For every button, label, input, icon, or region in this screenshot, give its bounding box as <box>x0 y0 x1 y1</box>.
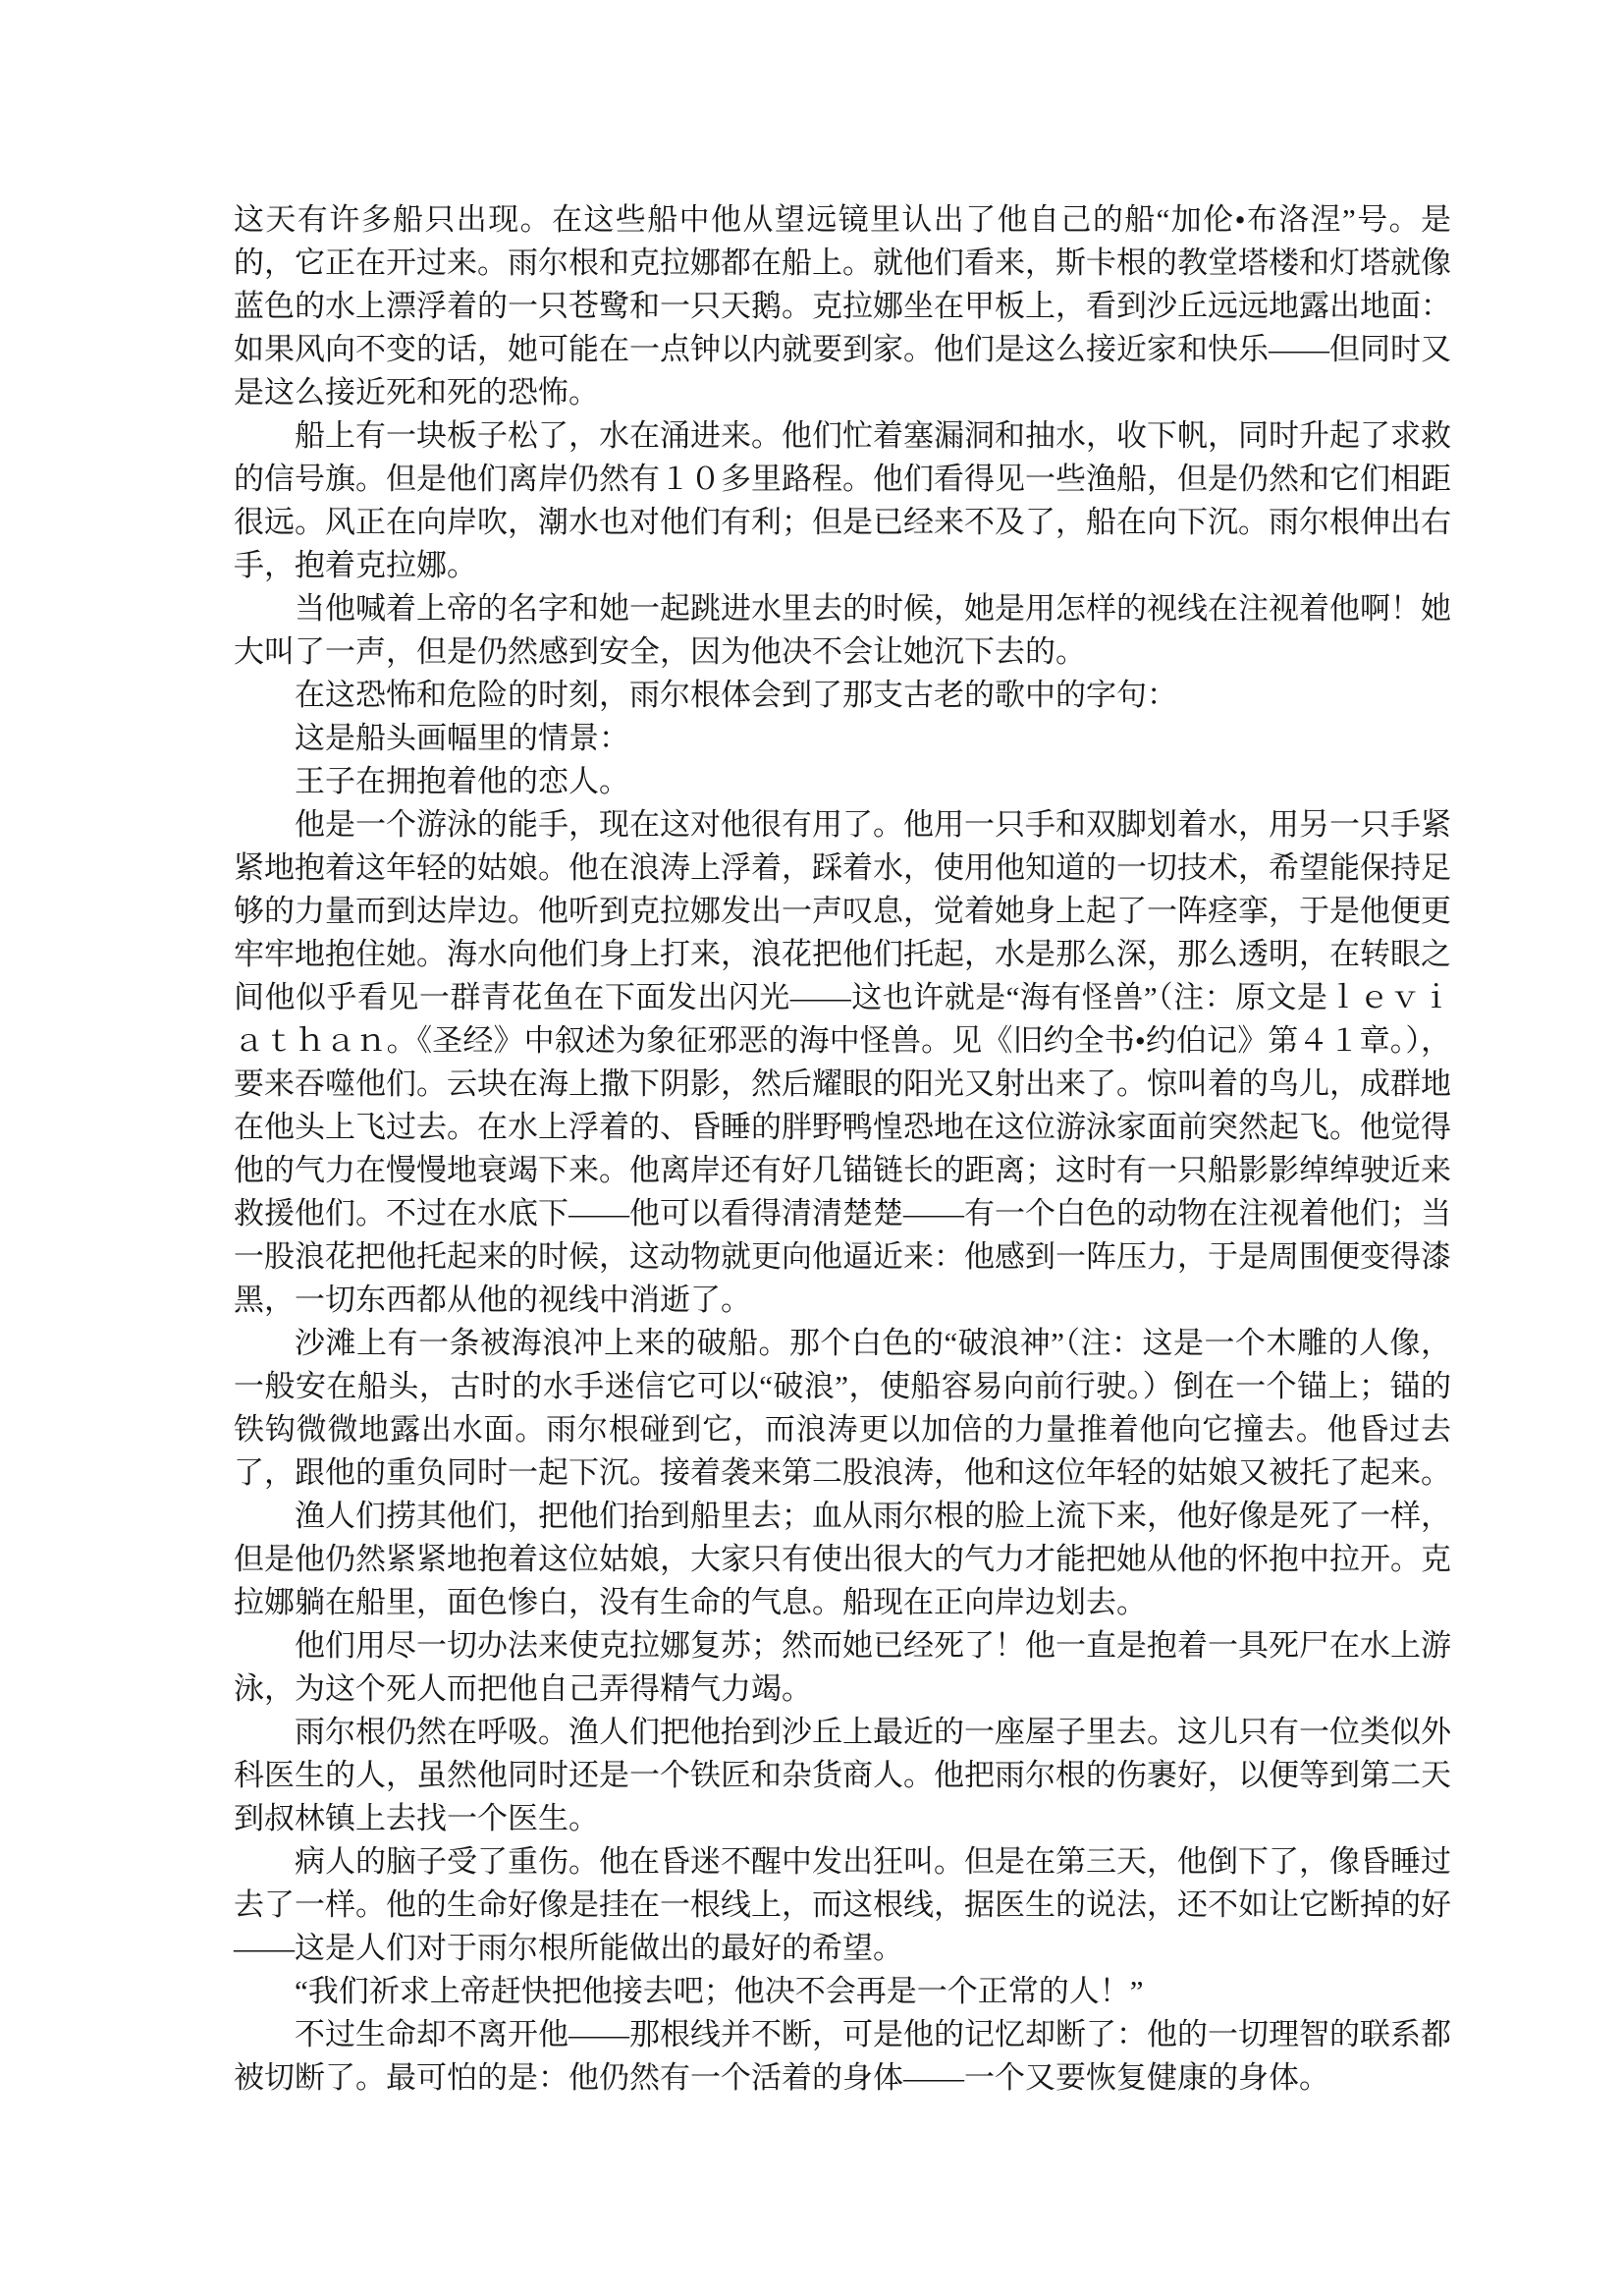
paragraph-3: 当他喊着上帝的名字和她一起跳进水里去的时候，她是用怎样的视线在注视着他啊！她大叫了一声，但是仍然感到安全，因为他决不会让她沉下去的。 <box>234 591 1451 669</box>
paragraph-2: 船上有一块板子松了，水在涌进来。他们忙着塞漏洞和抽水，收下帆，同时升起了求救的信号旗。但是他们离岸仍然有１０多里路程。他们看得见一些渔船，但是仍然和它们相距很远。风正在向岸吹，潮水也对他们有利；但是已经来不及了，船在向下沉。雨尔根伸出右手，抱着克拉娜。 <box>234 418 1451 582</box>
paragraph-9: 渔人们捞其他们，把他们抬到船里去；血从雨尔根的脸上流下来，他好像是死了一样，但是他仍然紧紧地抱着这位姑娘，大家只有使出很大的气力才能把她从他的怀抱中拉开。克拉娜躺在船里，面色惨白，没有生命的气息。船现在正向岸边划去。 <box>234 1499 1451 1619</box>
paragraph-1: 这天有许多船只出现。在这些船中他从望远镜里认出了他自己的船“加伦•布洛涅”号。是的，它正在开过来。雨尔根和克拉娜都在船上。就他们看来，斯卡根的教堂塔楼和灯塔就像蓝色的水上漂浮着的一只苍鹭和一只天鹅。克拉娜坐在甲板上，看到沙丘远远地露出地面：如果风向不变的话，她可能在一点钟以内就要到家。他们是这么接近家和快乐——但同时又是这么接近死和死的恐怖。 <box>234 202 1451 410</box>
paragraph-8: 沙滩上有一条被海浪冲上来的破船。那个白色的“破浪神”（注：这是一个木雕的人像，一般安在船头，古时的水手迷信它可以“破浪”，使船容易向前行驶。）倒在一个锚上；锚的铁钩微微地露出水面。雨尔根碰到它，而浪涛更以加倍的力量推着他向它撞去。他昏过去了，跟他的重负同时一起下沉。接着袭来第二股浪涛，他和这位年轻的姑娘又被托了起来。 <box>234 1326 1451 1490</box>
paragraph-5: 这是船头画幅里的情景： <box>295 721 629 755</box>
paragraph-11: 雨尔根仍然在呼吸。渔人们把他抬到沙丘上最近的一座屋子里去。这儿只有一位类似外科医生的人，虽然他同时还是一个铁匠和杂货商人。他把雨尔根的伤裹好，以便等到第二天到叔林镇上去找一个医生。 <box>234 1715 1451 1835</box>
paragraph-12: 病人的脑子受了重伤。他在昏迷不醒中发出狂叫。但是在第三天，他倒下了，像昏睡过去了一样。他的生命好像是挂在一根线上，而这根线，据医生的说法，还不如让它断掉的好——这是人们对于雨尔根所能做出的最好的希望。 <box>234 1844 1451 1965</box>
paragraph-10: 他们用尽一切办法来使克拉娜复苏；然而她已经死了！他一直是抱着一具死尸在水上游泳，为这个死人而把他自己弄得精气力竭。 <box>234 1628 1451 1706</box>
paragraph-13: “我们祈求上帝赶快把他接去吧；他决不会再是一个正常的人！” <box>295 1974 1144 2008</box>
paragraph-4: 在这恐怖和危险的时刻，雨尔根体会到了那支古老的歌中的字句： <box>295 678 1177 712</box>
text-content <box>234 198 1451 2100</box>
paragraph-14: 不过生命却不离开他——那根线并不断，可是他的记忆却断了：他的一切理智的联系都被切断了。最可怕的是：他仍然有一个活着的身体——一个又要恢复健康的身体。 <box>234 2017 1451 2095</box>
paragraph-7: 他是一个游泳的能手，现在这对他很有用了。他用一只手和双脚划着水，用另一只手紧紧地抱着这年轻的姑娘。他在浪涛上浮着，踩着水，使用他知道的一切技术，希望能保持足够的力量而到达岸边。他听到克拉娜发出一声叹息，觉着她身上起了一阵痉挛，于是他便更牢牢地抱住她。海水向他们身上打来，浪花把他们托起，水是那么深，那么透明，在转眼之间他似乎看见一群青花鱼在下面发出闪光——这也许就是“海有怪兽”（注：原文是ｌｅｖｉａｔｈａｎ。《圣经》中叙述为象征邪恶的海中怪兽。见《旧约全书•约伯记》第４１章。），要来吞噬他们。云块在海上撒下阴影，然后耀眼的阳光又射出来了。惊叫着的鸟儿，成群地在他头上飞过去。在水上浮着的、昏睡的胖野鸭惶恐地在这位游泳家面前突然起飞。他觉得他的气力在慢慢地衰竭下来。他离岸还有好几锚链长的距离；这时有一只船影影绰绰驶近来救援他们。不过在水底下——他可以看得清清楚楚——有一个白色的动物在注视着他们；当一股浪花把他托起来的时候，这动物就更向他逼近来：他感到一阵压力，于是周围便变得漆黑，一切东西都从他的视线中消逝了。 <box>234 807 1451 1317</box>
paragraph-6: 王子在拥抱着他的恋人。 <box>295 764 629 798</box>
